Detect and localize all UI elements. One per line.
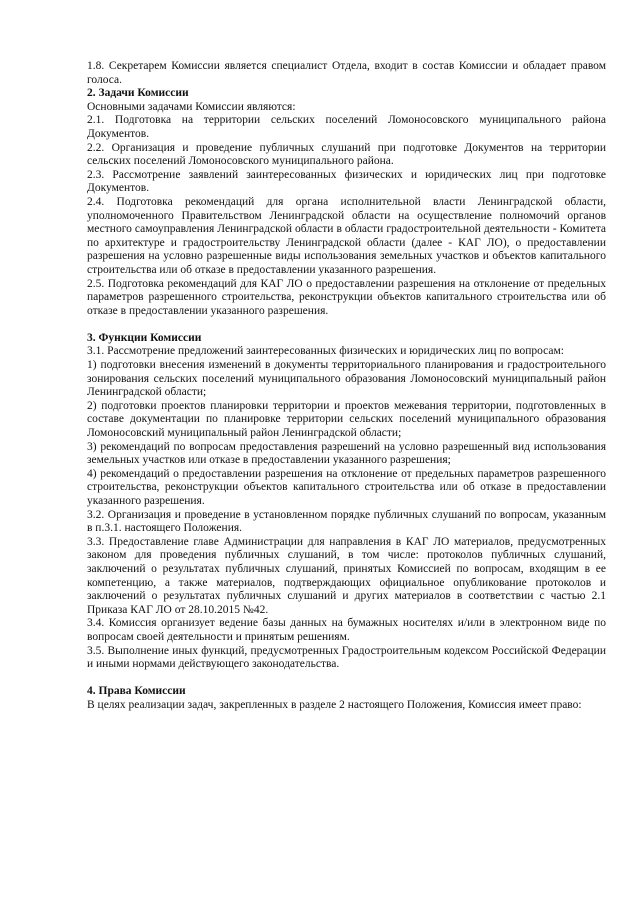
paragraph-3-3: 3.3. Предоставление главе Администрации для направления в КАГ ЛО материалов, предусмотренных законом для проведения публичных слушаний, в том числе: протоколов публичных слушаний, заключений о результатах публичных слушаний, принятых Комиссией по вопросам, входящим в ее компетенцию, а также материалов, подтверждающих официальное опубликование протоколов и заключений о результатах публичных слушаний и других материалов в соответствии с частью 2.1 Приказа КАГ ЛО от 28.10.2015 №42.	[87, 535, 606, 616]
paragraph-2-5: 2.5. Подготовка рекомендаций для КАГ ЛО о предоставлении разрешения на отклонение от предельных параметров разрешенного строительства, реконструкции объектов капитального строительства или об отказе в предоставлении указанного разрешения.	[87, 277, 606, 317]
section-4-heading: 4. Права Комиссии	[87, 685, 186, 698]
paragraph-2-4: 2.4. Подготовка рекомендаций для органа исполнительной власти Ленинградской области, уполномоченного Правительством Ленинградской области на осуществление полномочий органов местного самоуправления Ленинградской области в области градостроительной деятельности - Комитета по архитектуре и градостроительству Ленинградской области (далее - КАГ ЛО), о предоставлении разрешения на условно разрешенные виды использования земельных участков и объектов капитального строительства или об отказе в предоставлении указанного разрешения.	[87, 195, 606, 276]
section-2-intro: Основными задачами Комиссии являются:	[87, 100, 296, 113]
paragraph-3-4: 3.4. Комиссия организует ведение базы данных на бумажных носителях и/или в электронном виде по вопросам своей деятельности и принятым решениям.	[87, 617, 606, 643]
list-item-3-1-1: 1) подготовки внесения изменений в документы территориального планирования и градостроительного зонирования сельских поселений муниципального образования Ломоносовский муниципальный район Ленинградской области;	[87, 359, 606, 399]
paragraph-2-3: 2.3. Рассмотрение заявлений заинтересованных физических и юридических лиц при подготовке Документов.	[87, 168, 606, 195]
paragraph-1-8: 1.8. Секретарем Комиссии является специалист Отдела, входит в состав Комиссии и обладает правом голоса.	[87, 60, 606, 86]
paragraph-2-1: 2.1. Подготовка на территории сельских поселений Ломоносовского муниципального района Документов.	[87, 114, 606, 140]
section-3-heading: 3. Функции Комиссии	[87, 331, 202, 344]
section-spacer	[87, 318, 606, 332]
paragraph-3-2: 3.2. Организация и проведение в установленном порядке публичных слушаний по вопросам, указанным в п.3.1. настоящего Положения.	[87, 508, 606, 535]
paragraph-3-5: 3.5. Выполнение иных функций, предусмотренных Градостроительным кодексом Российской Федерации и иными нормами действующего законодательства.	[87, 644, 606, 671]
section-spacer	[87, 672, 606, 686]
section-4-intro: В целях реализации задач, закрепленных в разделе 2 настоящего Положения, Комиссия имеет право:	[87, 698, 582, 711]
paragraph-2-2: 2.2. Организация и проведение публичных слушаний при подготовке Документов на территории сельских поселений Ломоносовского муниципального района.	[87, 141, 606, 168]
list-item-3-1-4: 4) рекомендаций о предоставлении разрешения на отклонение от предельных параметров разрешенного строительства, реконструкции объектов капитального строительства или об отказе в предоставлении указанного разрешения.	[87, 467, 606, 507]
section-2-heading: 2. Задачи Комиссии	[87, 87, 189, 100]
list-item-3-1-2: 2) подготовки проектов планировки территории и проектов межевания территории, подготовленных в составе документации по планировке территории сельских поселений муниципального образования Ломоносовский муниципальный район Ленинградской области;	[87, 399, 606, 440]
paragraph-3-1: 3.1. Рассмотрение предложений заинтересованных физических и юридических лиц по вопросам:	[87, 345, 564, 358]
list-item-3-1-3: 3) рекомендаций по вопросам предоставления разрешений на условно разрешенный вид использования земельных участков или отказе в предоставлении указанного разрешения;	[87, 440, 606, 467]
